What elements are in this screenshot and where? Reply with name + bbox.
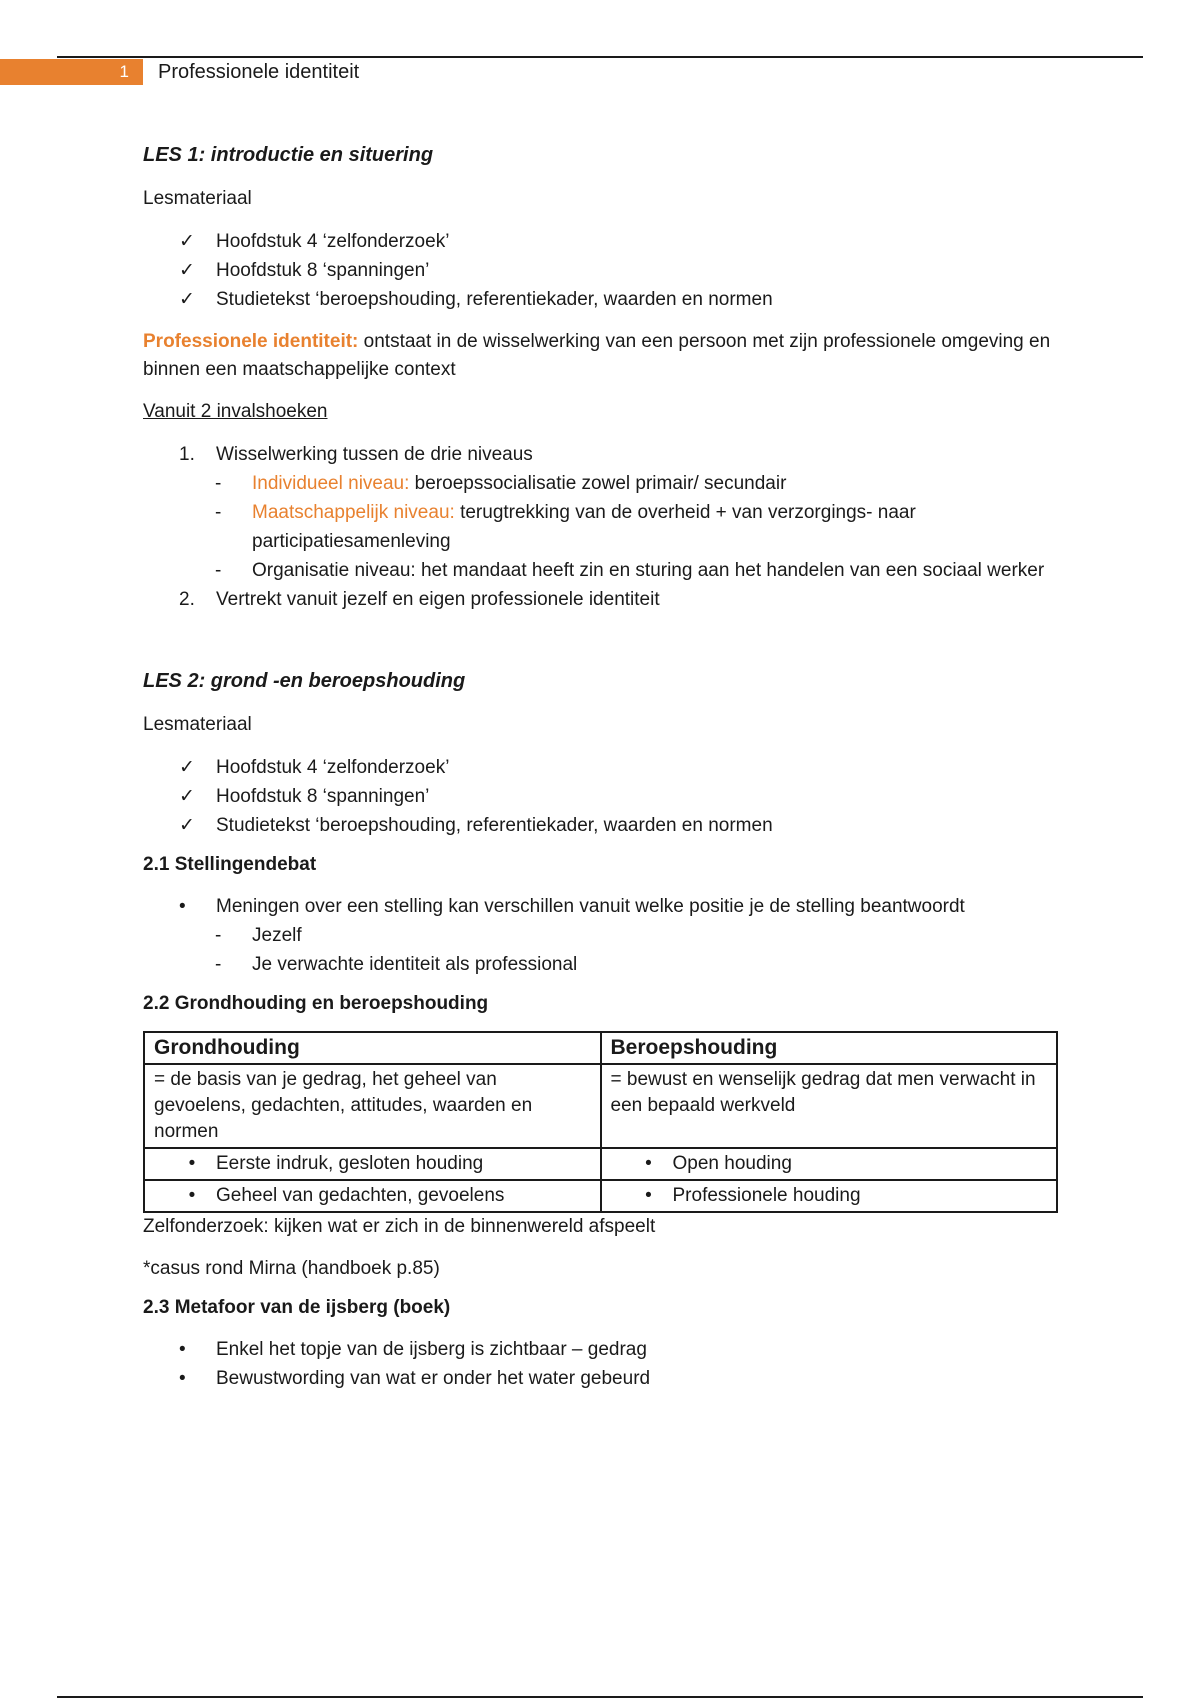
casus-note: *casus rond Mirna (handboek p.85) (143, 1258, 440, 1279)
invalshoeken-list (143, 440, 1073, 469)
invalshoeken-label: Vanuit 2 invalshoeken (143, 401, 328, 422)
dash-marker: - (215, 560, 222, 581)
table-cell: • Geheel van gedachten, gevoelens (144, 1180, 601, 1212)
les2-materials-list (143, 753, 1073, 840)
header-rule (57, 56, 1143, 58)
check-icon: ✓ (179, 289, 195, 310)
list-item: - Maatschappelijk niveau: terugtrekking van de overheid + van verzorgings- naar participatiesamenleving (143, 498, 1073, 556)
bullet-marker: • (188, 1185, 196, 1206)
dash-marker: - (215, 954, 222, 975)
list-item: ✓ Studietekst ‘beroepshouding, referentiekader, waarden en normen (143, 811, 1073, 840)
table-cell: • Eerste indruk, gesloten houding (144, 1148, 601, 1180)
stellingendebat-list (143, 892, 1073, 921)
bullet-marker: • (179, 1339, 186, 1360)
document-body (143, 140, 1073, 1407)
list-item: ✓ Hoofdstuk 8 ‘spanningen’ (143, 256, 1073, 285)
les1-lesmateriaal-label: Lesmateriaal (143, 188, 252, 209)
list-item: - Individueel niveau: beroepssocialisatie zowel primair/ secundair (143, 469, 1073, 498)
footer-rule (57, 1696, 1143, 1698)
list-item: • Meningen over een stelling kan verschillen vanuit welke positie je de stelling beantwoordt (143, 892, 1073, 921)
les1-materials-list (143, 227, 1073, 314)
check-icon: ✓ (179, 786, 195, 807)
section-2-3-title: 2.3 Metafoor van de ijsberg (boek) (143, 1297, 451, 1318)
header-title: Professionele identiteit (158, 61, 360, 83)
list-item: ✓ Hoofdstuk 4 ‘zelfonderzoek’ (143, 227, 1073, 256)
list-item: 2. Vertrekt vanuit jezelf en eigen professionele identiteit (179, 589, 660, 610)
list-item: ✓ Hoofdstuk 4 ‘zelfonderzoek’ (143, 753, 1073, 782)
definition-text: ontstaat in de wisselwerking van een persoon met zijn professionele omgeving en binnen een maatschappelijke context (143, 331, 1051, 380)
zelfonderzoek-note: Zelfonderzoek: kijken wat er zich in de binnenwereld afspeelt (143, 1216, 656, 1237)
list-item: - Organisatie niveau: het mandaat heeft zin en sturing aan het handelen van een sociaal werker (143, 556, 1073, 585)
bullet-marker: • (179, 896, 186, 917)
section-2-1-title: 2.1 Stellingendebat (143, 854, 317, 875)
table-header-beroepshouding: Beroepshouding (601, 1032, 1058, 1064)
table-row (144, 1148, 1057, 1180)
table-cell: • Professionele houding (601, 1180, 1058, 1212)
list-item: - Je verwachte identiteit als professional (143, 950, 1073, 979)
les1-title: LES 1: introductie en situering (143, 144, 434, 166)
check-icon: ✓ (179, 260, 195, 281)
list-item: 1. Wisselwerking tussen de drie niveaus (179, 444, 533, 465)
dash-marker: - (215, 925, 222, 946)
invalshoeken-list-2 (143, 585, 1073, 614)
table-cell: • Open houding (601, 1148, 1058, 1180)
dash-marker: - (215, 473, 222, 494)
section-2-2-title: 2.2 Grondhouding en beroepshouding (143, 993, 489, 1014)
dash-marker: - (215, 502, 222, 523)
table-cell: = de basis van je gedrag, het geheel van gevoelens, gedachten, attitudes, waarden en normen (144, 1064, 601, 1148)
page-number-badge: 1 (0, 59, 143, 85)
check-icon: ✓ (179, 231, 195, 252)
ijsberg-list (143, 1335, 1073, 1393)
table-row (144, 1064, 1057, 1148)
houding-table (143, 1031, 1058, 1213)
bullet-marker: • (179, 1368, 186, 1389)
table-cell: = bewust en wenselijk gedrag dat men verwacht in een bepaald werkveld (601, 1064, 1058, 1148)
list-item: - Jezelf (143, 921, 1073, 950)
table-header-grondhouding: Grondhouding (144, 1032, 601, 1064)
niveaus-list (143, 469, 1073, 585)
les2-lesmateriaal-label: Lesmateriaal (143, 714, 252, 735)
bullet-marker: • (645, 1153, 652, 1174)
definition-term: Professionele identiteit: (143, 331, 359, 352)
list-item: • Enkel het topje van de ijsberg is zichtbaar – gedrag (143, 1335, 1073, 1364)
check-icon: ✓ (179, 815, 195, 836)
stellingendebat-sublist (143, 921, 1073, 979)
table-header-row (144, 1032, 1057, 1064)
les2-title: LES 2: grond -en beroepshouding (143, 670, 466, 692)
check-icon: ✓ (179, 757, 195, 778)
table-row (144, 1180, 1057, 1212)
list-item: ✓ Hoofdstuk 8 ‘spanningen’ (143, 782, 1073, 811)
list-item: • Bewustwording van wat er onder het water gebeurd (143, 1364, 1073, 1393)
list-item: ✓ Studietekst ‘beroepshouding, referentiekader, waarden en normen (143, 285, 1073, 314)
les1-definition (143, 328, 1073, 384)
bullet-marker: • (188, 1153, 196, 1174)
bullet-marker: • (645, 1185, 652, 1206)
